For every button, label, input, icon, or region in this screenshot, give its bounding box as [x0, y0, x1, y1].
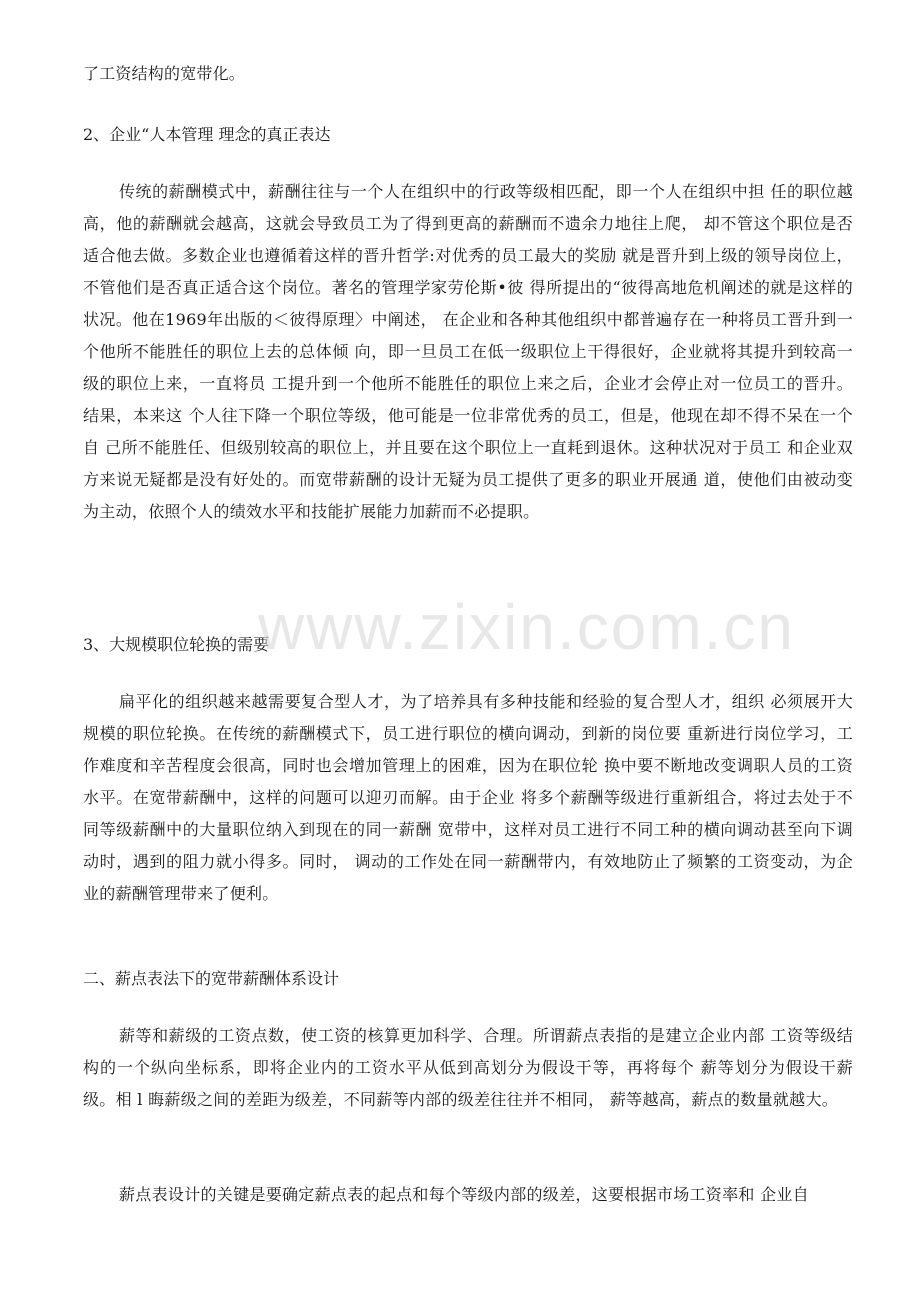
subsection-heading-2: 2、企业“人本管理 理念的真正表达	[83, 125, 331, 144]
continuation-line: 了工资结构的宽带化。	[83, 64, 246, 83]
watermark: www.zixin.com.cn	[258, 591, 795, 663]
section-heading: 二、薪点表法下的宽带薪酬体系设计	[83, 969, 340, 988]
paragraph-traditional-pay: 传统的薪酬模式中，薪酬往往与一个人在组织中的行政等级相匹配，即一个人在组织中担 任的职位越高，他的薪酬就会越高，这就会导致员工为了得到更高的薪酬而不遗余力地往上爬， 却不管这个职位是否适合他去做。多数企业也遵循着这样的晋升哲学:对优秀的员工最大的奖励 就是晋升到上级的领导岗位上，不管他们是否真正适合这个岗位。著名的管理学家劳伦斯•彼 得所提出的“彼得高地危机阐述的就是这样的状况。他在1969年出版的＜彼得原理〉中阐述， 在企业和各种其他组织中都普遍存在一种将员工晋升到一个他所不能胜任的职位上去的总体倾 向，即一旦员工在低一级职位上干得很好，企业就将其提升到较高一级的职位上来，一直将员 工提升到一个他所不能胜任的职位上来之后，企业才会停止对一位员工的晋升。结果，本来这 个人往下降一个职位等级，他可能是一位非常优秀的员工，但是，他现在却不得不呆在一个自 己所不能胜任、但级别较高的职位上，并且要在这个职位上一直耗到退休。这种状况对于员工 和企业双方来说无疑都是没有好处的。而宽带薪酬的设计无疑为员工提供了更多的职业开展通 道，使他们由被动变为主动，依照个人的绩效水平和技能扩展能力加薪而不必提职。	[83, 182, 853, 521]
subsection-heading-3: 3、大规模职位轮换的需要	[83, 635, 270, 654]
paragraph-job-rotation: 扁平化的组织越来越需要复合型人才，为了培养具有多种技能和经验的复合型人才，组织 必须展开大规模的职位轮换。在传统的薪酬模式下，员工进行职位的横向调动，到新的岗位要 重新进行岗位学习，工作难度和辛苦程度会很高，同时也会增加管理上的困难，因为在职位轮 换中要不断地改变调职人员的工资水平。在宽带薪酬中，这样的问题可以迎刃而解。由于企业 将多个薪酬等级进行重新组合，将过去处于不同等级薪酬中的大量职位纳入到现在的同一薪酬 宽带中，这样对员工进行不同工种的横向调动甚至向下调动时，遇到的阻力就小得多。同时， 调动的工作处在同一薪酬带内，有效地防止了频繁的工资变动，为企业的薪酬管理带来了便利。	[83, 692, 853, 903]
paragraph-salary-points: 薪等和薪级的工资点数，使工资的核算更加科学、合理。所谓薪点表指的是建立企业内部 工资等级结构的一个纵向坐标系，即将企业内的工资水平从低到高划分为假设干等，再将每个 薪等划分为假设干薪级。相 l 晦薪级之间的差距为级差，不同薪等内部的级差往往并不相同， 薪等越高，薪点的数量就越大。	[83, 1026, 853, 1109]
paragraph-salary-table-design: 薪点表设计的关键是要确定薪点表的起点和每个等级内部的级差，这要根据市场工资率和 企业自	[119, 1185, 809, 1204]
